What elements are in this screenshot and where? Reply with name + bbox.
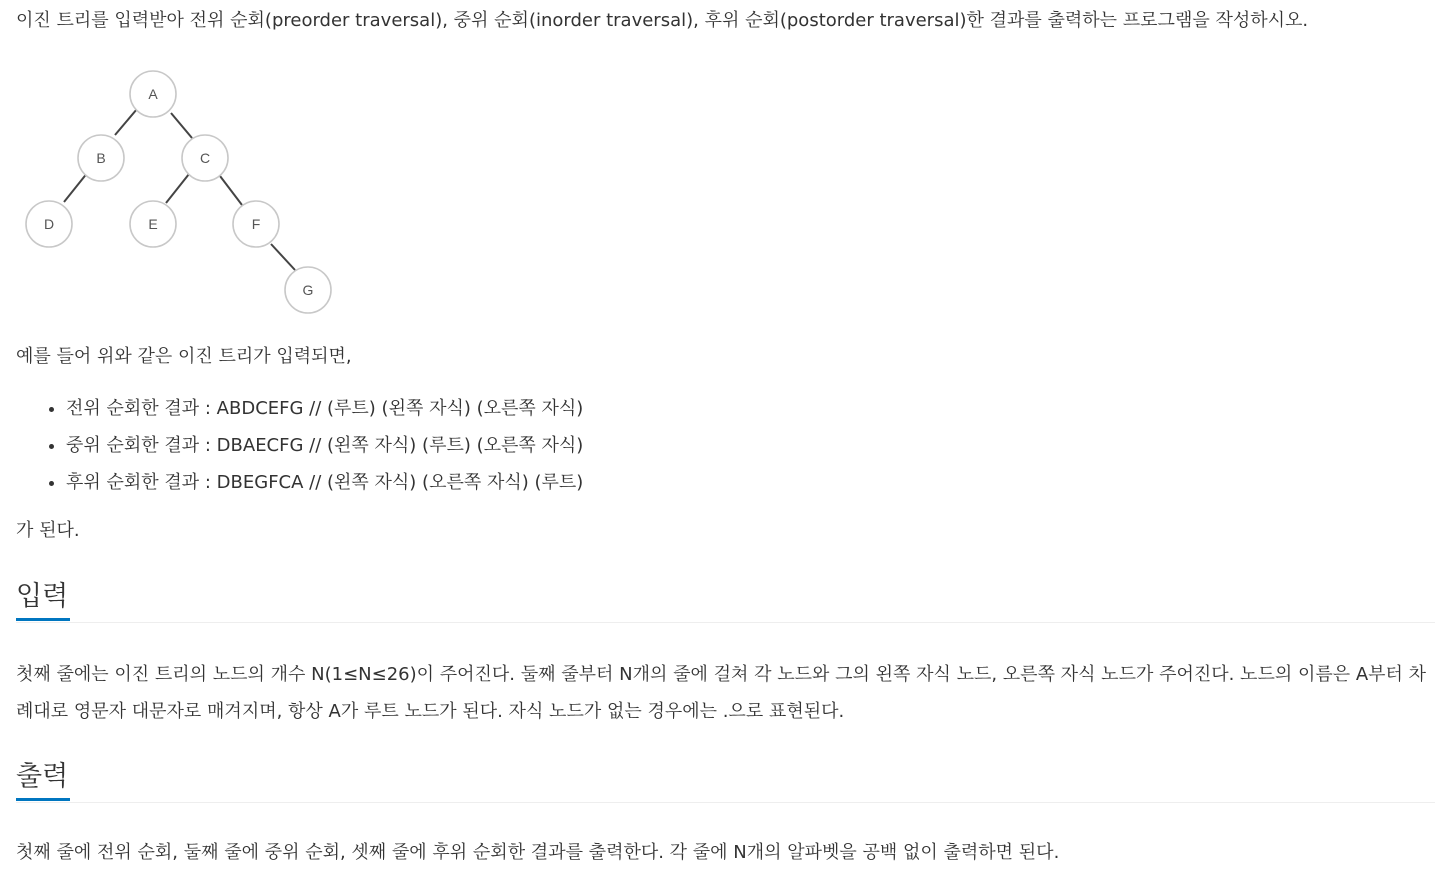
tree-node-e — [130, 201, 176, 247]
preorder-result: • 전위 순회한 결과 : ABDCEFG // (루트) (왼쪽 자식) (오른쪽 자식) — [66, 392, 583, 429]
edge-b-d — [64, 172, 88, 202]
tree-node-b-label: B — [96, 150, 106, 166]
input-description: 첫째 줄에는 이진 트리의 노드의 개수 N(1≤N≤26)이 주어진다. 둘째 줄부터 N개의 줄에 걸쳐 각 노드와 그의 왼쪽 자식 노드, 오른쪽 자식 노드가 주어진다. 노드의 이름은 A부터 차례대로 영문자 대문자로 매겨지며, 항상 A가 루트 노드가 된다. 자식 노드가 없는 경우에는 .으로 표현된다. — [16, 664, 1427, 722]
postorder-result: • 후위 순회한 결과 : DBEGFCA // (왼쪽 자식) (오른쪽 자식) (루트) — [66, 466, 583, 503]
output-section-header — [16, 756, 1435, 803]
binary-tree-figure — [16, 64, 346, 320]
traversal-results-list — [40, 392, 583, 503]
input-heading: 입력 — [16, 576, 70, 621]
tree-node-a-label: A — [148, 86, 158, 102]
output-description: 첫째 줄에 전위 순회, 둘째 줄에 중위 순회, 셋째 줄에 후위 순회한 결과를 출력한다. 각 줄에 N개의 알파벳을 공백 없이 출력하면 된다. — [16, 842, 1060, 863]
tree-node-e-label: E — [148, 216, 158, 232]
tree-node-b — [78, 135, 124, 181]
input-section-header — [16, 576, 1435, 623]
tree-node-d-label: D — [43, 216, 55, 232]
output-heading: 출력 — [16, 756, 70, 801]
tree-node-f-label: F — [251, 216, 261, 232]
problem-description: 이진 트리를 입력받아 전위 순회(preorder traversal), 중위 순회(inorder traversal), 후위 순회(postorder traversal)한 결과를 출력하는 프로그램을 작성하시오. — [16, 10, 1309, 31]
inorder-result: • 중위 순회한 결과 : DBAECFG // (왼쪽 자식) (루트) (오른쪽 자식) — [66, 429, 583, 466]
tree-node-f — [233, 201, 279, 247]
edge-f-g — [271, 244, 295, 270]
edge-c-e — [166, 174, 189, 203]
tree-node-g-label: G — [302, 282, 314, 298]
example-intro: 예를 들어 위와 같은 이진 트리가 입력되면, — [16, 346, 352, 367]
tree-node-c-label: C — [199, 150, 211, 166]
tree-node-g — [285, 267, 331, 313]
tree-node-a — [130, 71, 176, 117]
tree-node-c — [182, 135, 228, 181]
tree-node-d — [26, 201, 72, 247]
edge-a-b — [115, 109, 137, 135]
edge-a-c — [171, 113, 192, 138]
edge-c-f — [220, 176, 242, 205]
closing-text: 가 된다. — [16, 520, 80, 541]
